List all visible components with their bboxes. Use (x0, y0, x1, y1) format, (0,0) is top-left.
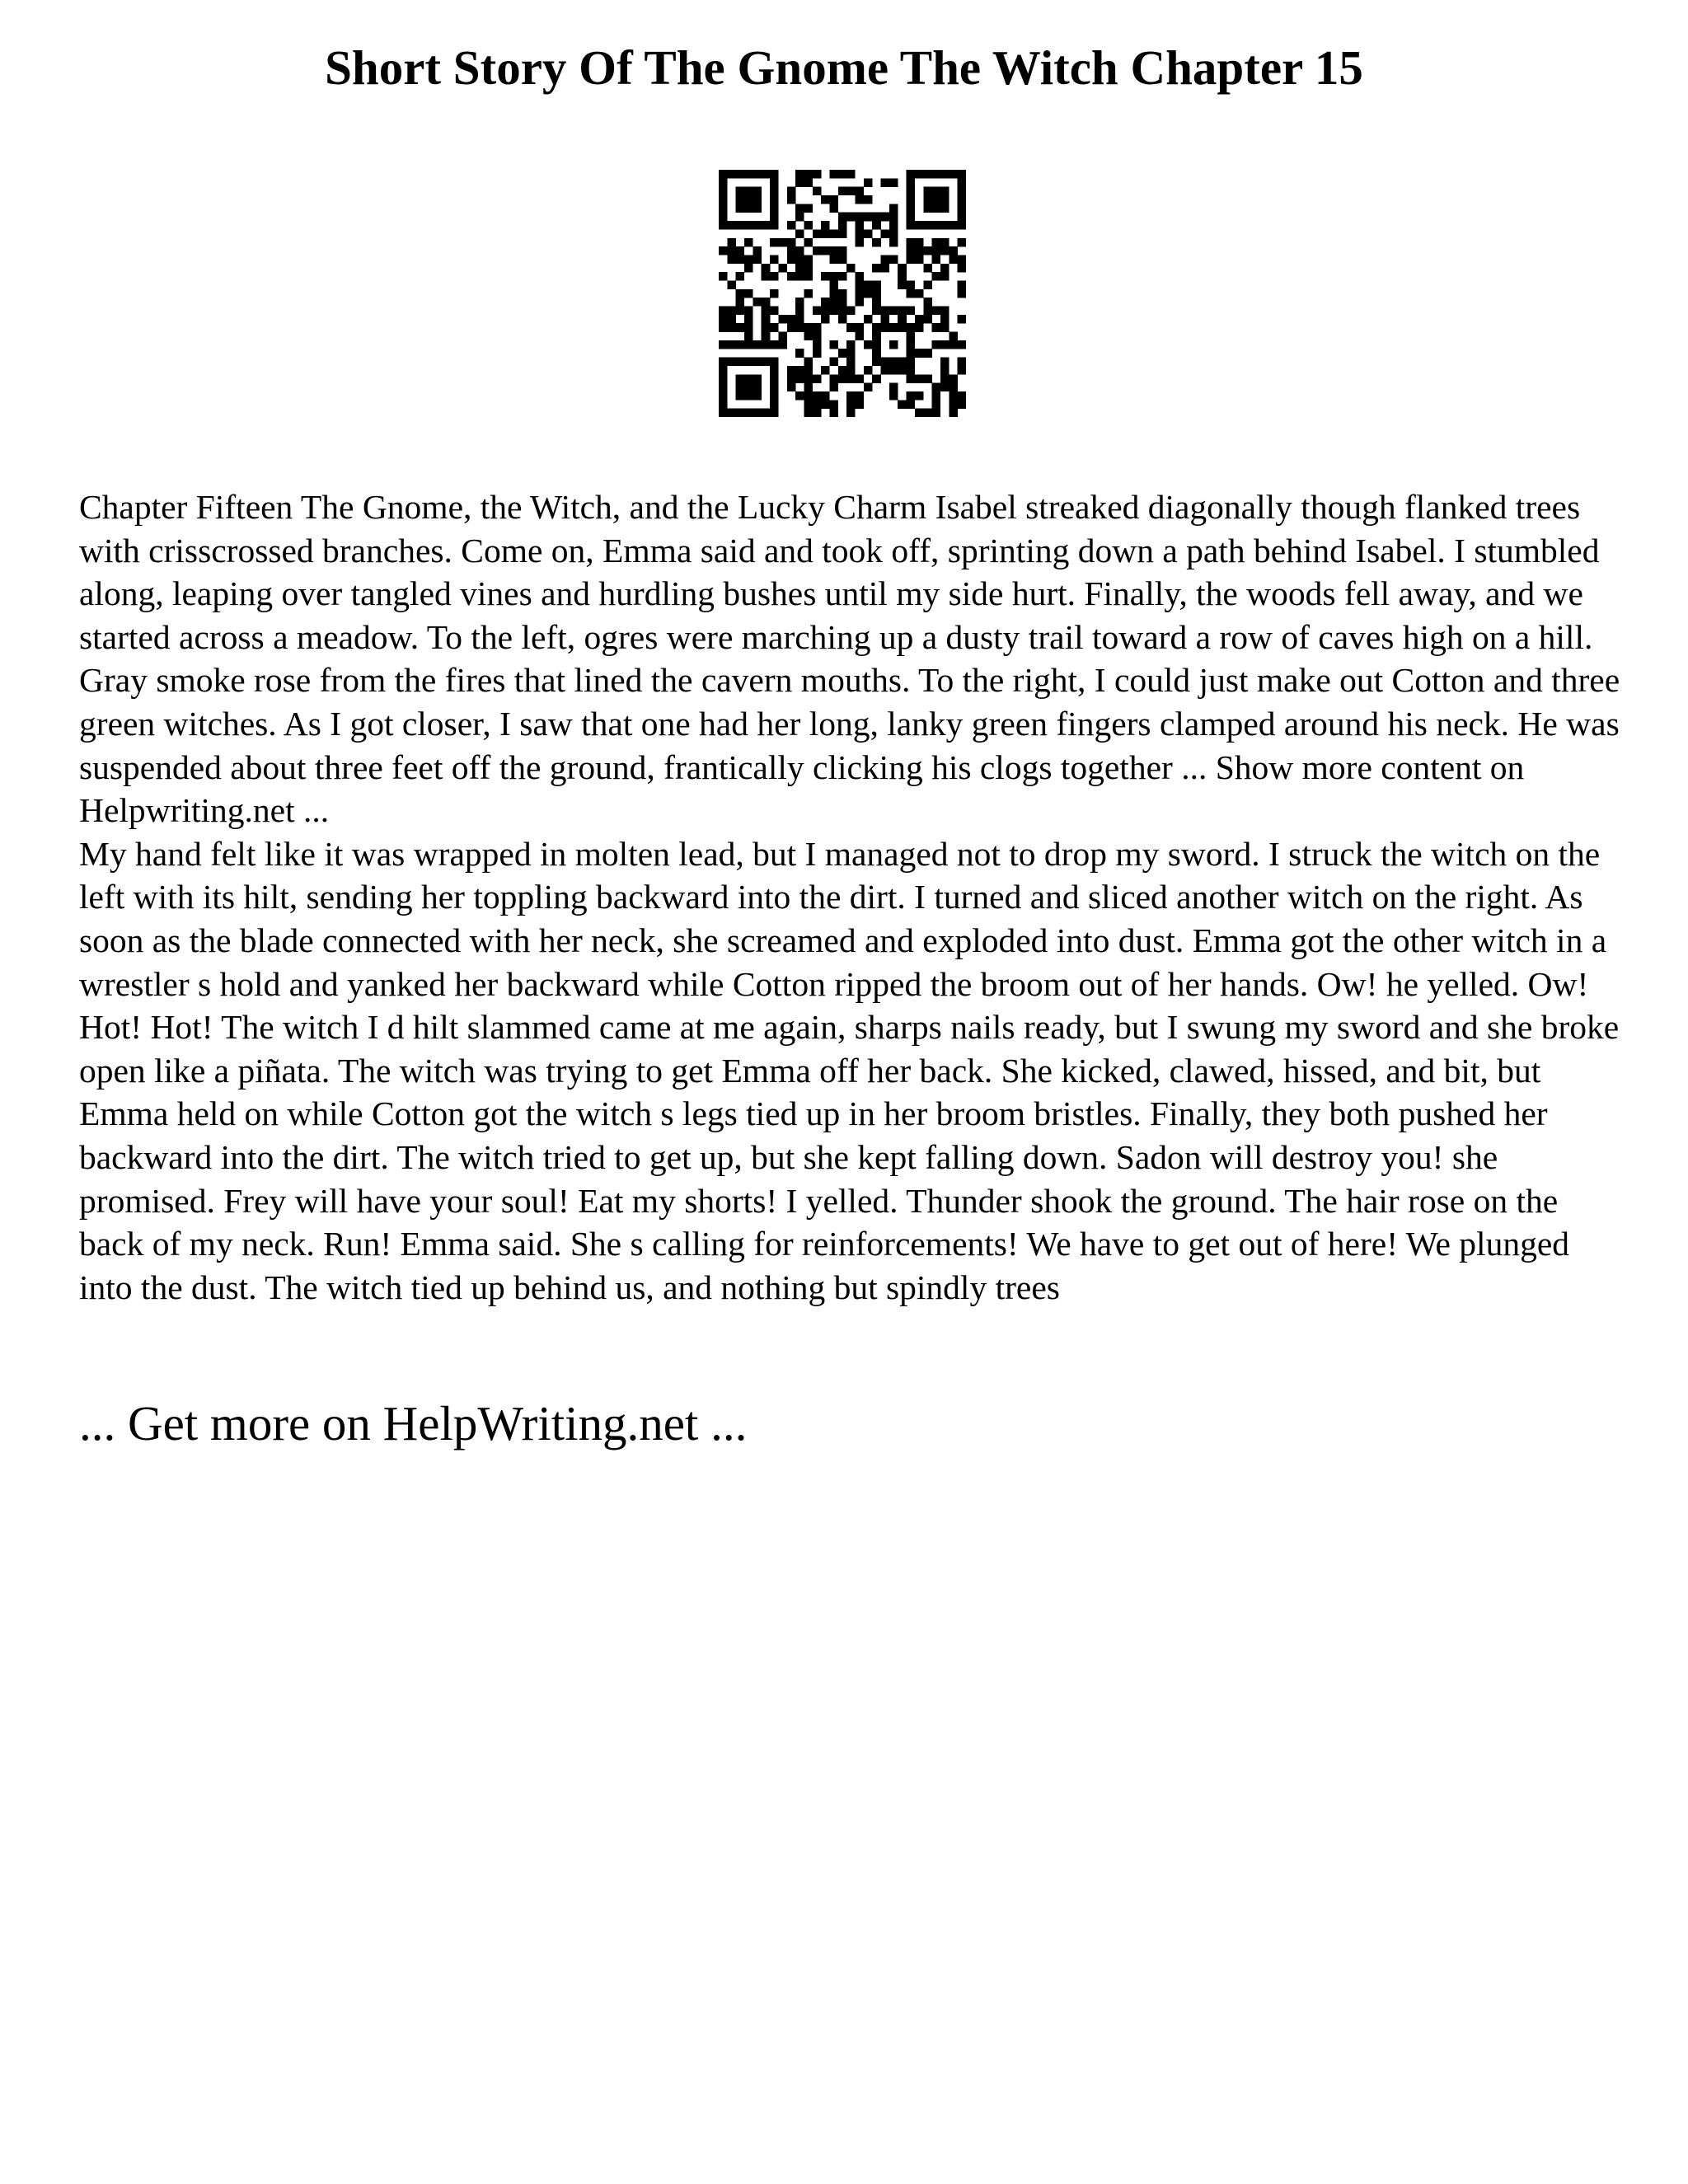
story-paragraph-2: My hand felt like it was wrapped in molten lead, but I managed not to drop my sword. I struck the witch on the left with its hilt, sending her toppling backward into the dirt. I turned and sliced another witch on the right. As soon as the blade connected with her neck, she screamed and exploded into dust. Emma got the other witch in a wrestler s hold and yanked her backward while Cotton ripped the broom out of her hands. Ow! he yelled. Ow! Hot! Hot! The witch I d hilt slammed came at me again, sharps nails ready, but I swung my sword and she broke open like a piñata. The witch was trying to get Emma off her back. She kicked, clawed, hissed, and bit, but Emma held on while Cotton got the witch s legs tied up in her broom bristles. Finally, they both pushed her backward into the dirt. The witch tried to get up, but she kept falling down. Sadon will destroy you! she promised. Frey will have your soul! Eat my shorts! I yelled. Thunder shook the ground. The hair rose on the back of my neck. Run! Emma said. She s calling for reinforcements! We have to get out of here! We plunged into the dust. The witch tied up behind us, and nothing but spindly trees (79, 834, 1620, 1306)
get-more-link[interactable]: ... Get more on HelpWriting.net ... (79, 1396, 748, 1451)
qr-code-graphic (719, 170, 966, 417)
story-paragraph-1: Chapter Fifteen The Gnome, the Witch, and the Lucky Charm Isabel streaked diagonally though flanked trees with crisscrossed branches. Come on, Emma said and took off, sprinting down a path behind Isabel. I stumbled along, leaping over tangled vines and hurdling bushes until my side hurt. Finally, the woods fell away, and we started across a meadow. To the left, ogres were marching up a dusty trail toward a row of caves high on a hill. Gray smoke rose from the fires that lined the cavern mouths. To the right, I could just make out Cotton and three green witches. As I got closer, I saw that one had her long, lanky green fingers clamped around his neck. He was suspended about three feet off the ground, frantically clicking his clogs together ... Show more content on Helpwriting.net ... (79, 488, 1620, 830)
qr-code-icon (719, 170, 966, 417)
story-text (79, 485, 1629, 1309)
page-title: Short Story Of The Gnome The Witch Chapter 15 (325, 40, 1363, 95)
